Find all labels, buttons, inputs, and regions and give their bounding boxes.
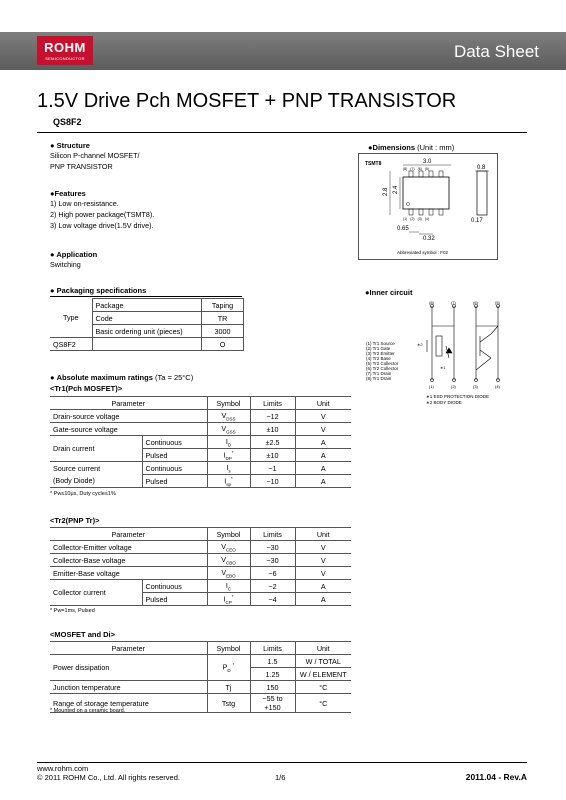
- dim-width: 3.0: [423, 159, 432, 165]
- ic-mark: ∗2: [417, 342, 423, 347]
- page-title: 1.5V Drive Pch MOSFET + PNP TRANSISTOR: [37, 90, 457, 112]
- unit-cell: A: [295, 580, 351, 593]
- col-header: Limits: [250, 642, 295, 655]
- ic-pin-bottom: (3): [473, 384, 478, 389]
- table-row: [50, 580, 351, 593]
- abbrev-symbol: Abbreviated symbol : F02: [397, 250, 449, 255]
- rohm-logo: [37, 36, 93, 65]
- unit-cell: V: [295, 554, 351, 567]
- structure-heading: ● Structure: [50, 141, 90, 150]
- footer-copyright: © 2011 ROHM Co., Ltd. All rights reserved.: [37, 773, 180, 782]
- abs-max-heading: ● Absolute maximum ratings (Ta = 25°C): [50, 373, 194, 382]
- table-row: [50, 436, 351, 449]
- package-name: TSMT8: [365, 161, 382, 167]
- param-cell: Junction temperature: [50, 681, 207, 694]
- feature-item: 3) Low voltage drive(1.5V drive).: [50, 221, 154, 230]
- param-cell: Collector current: [50, 580, 142, 606]
- param-cell: Collector-Emitter voltage: [50, 541, 207, 554]
- col-header: Unit: [295, 642, 351, 655]
- table-row: [50, 681, 351, 694]
- packaging-row-name: Code: [92, 312, 202, 325]
- dim-height-1: 2.8: [383, 187, 389, 196]
- unit-cell: A: [295, 436, 351, 449]
- unit-cell: V: [295, 410, 351, 423]
- symbol-cell: $V_{DSS}$: [207, 410, 250, 423]
- packaging-row-value: 3000: [202, 325, 244, 338]
- inner-circuit-legend: [366, 341, 426, 381]
- sub-param-cell: Pulsed: [142, 475, 207, 488]
- table-row: [50, 410, 351, 423]
- col-header: Symbol: [207, 642, 250, 655]
- tr1-table: [50, 396, 351, 488]
- ic-note: ∗1 ESD PROTECTION DIODE: [426, 394, 490, 399]
- param-cell: Collector-Base voltage: [50, 554, 207, 567]
- unit-cell: °C: [295, 694, 351, 713]
- limit-cell: −55 to +150: [250, 694, 295, 713]
- mosfet-di-note: * Mounted on a ceramic board.: [50, 708, 126, 714]
- param-cell: Source current: [50, 462, 142, 475]
- dim-pins-top: (8) (7) (6) (5): [403, 167, 430, 171]
- footer-divider: [37, 762, 527, 763]
- features-section: [50, 189, 250, 231]
- brand-name: ROHM: [44, 40, 86, 55]
- ic-pin-top: (5): [495, 300, 500, 305]
- dim-height-2: 2.4: [393, 185, 399, 194]
- symbol-cell: $I_{sp}^*$: [207, 475, 250, 488]
- inner-circuit-heading: ●Inner circuit: [365, 288, 413, 297]
- ic-legend-item: (8) Tr1 Drain: [366, 376, 392, 381]
- packaging-heading: ● Packaging specifications: [50, 286, 147, 295]
- table-row: [50, 567, 351, 580]
- ic-note: ∗2 BODY DIODE: [426, 400, 462, 405]
- dimensions-unit: (Unit : mm): [417, 143, 455, 152]
- dim-side: 0.8: [477, 165, 486, 171]
- packaging-table: [50, 298, 244, 351]
- part-number: QS8F2: [53, 117, 82, 127]
- symbol-cell: $I_D$: [207, 436, 250, 449]
- packaging-part: QS8F2: [50, 338, 92, 351]
- col-header: Limits: [250, 397, 295, 410]
- mosfet-di-heading: <MOSFET and Di>: [50, 630, 116, 639]
- doc-type-label: Data Sheet: [453, 42, 539, 61]
- limit-cell: 1.5: [250, 655, 295, 668]
- feature-item: 2) High power package(TSMT8).: [50, 210, 155, 219]
- symbol-cell: $V_{CBO}$: [207, 554, 250, 567]
- table-row: [50, 462, 351, 475]
- title-divider: [37, 132, 527, 133]
- packaging-row-value: Taping: [202, 299, 244, 312]
- inner-circuit-notes: [426, 394, 526, 406]
- dim-pins-bottom: (1) (2) (3) (4): [403, 217, 430, 221]
- ic-mark: ∗1: [440, 365, 446, 370]
- col-header: Parameter: [50, 528, 207, 541]
- packaging-row-name: Package: [92, 299, 202, 312]
- packaging-row-name: Basic ordering unit (pieces): [92, 325, 202, 338]
- structure-section: [50, 141, 250, 172]
- symbol-cell: Tj: [207, 681, 250, 694]
- limit-cell: 150: [250, 681, 295, 694]
- dim-pitch: 0.65: [397, 226, 409, 232]
- application-line: Switching: [50, 260, 81, 269]
- structure-line-2: PNP TRANSISTOR: [50, 162, 113, 171]
- ic-legend-item: (1) Tr1 Source: [366, 341, 395, 346]
- ic-legend-item: (7) Tr1 Drain: [366, 371, 392, 376]
- limit-cell: −2: [250, 580, 295, 593]
- footer-url[interactable]: www.rohm.com: [37, 764, 89, 773]
- features-heading: ●Features: [50, 189, 86, 198]
- dimensions-box: [358, 153, 498, 260]
- limit-cell: −6: [250, 567, 295, 580]
- sub-param-cell: Pulsed: [142, 593, 207, 606]
- limit-cell: ±2.5: [250, 436, 295, 449]
- packaging-row-value: TR: [202, 312, 244, 325]
- param-cell: (Body Diode): [50, 475, 142, 488]
- param-cell: Range of storage temperature: [50, 694, 207, 713]
- sub-param-cell: Continuous: [142, 580, 207, 593]
- sub-param-cell: Continuous: [142, 436, 207, 449]
- ic-pin-bottom: (4): [495, 384, 500, 389]
- table-row: [50, 655, 351, 668]
- ic-legend-item: (3) Tr2 Emitter: [366, 351, 395, 356]
- unit-cell: V: [295, 567, 351, 580]
- ic-legend-item: (6) Tr2 Collector: [366, 366, 399, 371]
- unit-cell: A: [295, 475, 351, 488]
- table-row: [50, 475, 351, 488]
- tr2-table: [50, 527, 351, 606]
- symbol-cell: $I_{DP}^*$: [207, 449, 250, 462]
- unit-cell: A: [295, 593, 351, 606]
- table-row: [50, 554, 351, 567]
- tr2-heading: <Tr2(PNP Tr)>: [50, 516, 100, 525]
- packaging-type-label: Type: [62, 313, 79, 323]
- table-row: [50, 541, 351, 554]
- ic-legend-item: (4) Tr2 Base: [366, 356, 391, 361]
- dim-lead: 0.32: [423, 236, 435, 242]
- ic-pin-top: (6): [473, 300, 478, 305]
- symbol-cell: $I_C$: [207, 580, 250, 593]
- tr1-note: * Pw≤10μs, Duty cycle≤1%: [50, 491, 116, 497]
- param-cell: Drain-source voltage: [50, 410, 207, 423]
- symbol-cell: $V_{CEO}$: [207, 541, 250, 554]
- footer-revision: 2011.04 - Rev.A: [465, 772, 527, 782]
- packaging-blank-cell: [92, 338, 202, 351]
- symbol-cell: $P_D$ *: [207, 655, 250, 681]
- symbol-cell: $V_{EBO}$: [207, 567, 250, 580]
- brand-sub: SEMICONDUCTOR: [45, 56, 85, 61]
- param-cell: Emitter-Base voltage: [50, 567, 207, 580]
- tr1-heading: <Tr1(Pch MOSFET)>: [50, 384, 123, 393]
- symbol-cell: Tstg: [207, 694, 250, 713]
- col-header: Unit: [295, 397, 351, 410]
- ic-pin-top: (8): [429, 300, 434, 305]
- limit-cell: −1: [250, 462, 295, 475]
- dimensions-heading: ●Dimensions (Unit : mm): [368, 143, 455, 152]
- col-header: Parameter: [50, 642, 207, 655]
- package-drawing: [359, 154, 499, 261]
- unit-cell: W / ELEMENT: [295, 668, 351, 681]
- col-header: Unit: [295, 528, 351, 541]
- limit-cell: −12: [250, 410, 295, 423]
- col-header: Limits: [250, 528, 295, 541]
- symbol-cell: $I_{CP}^*$: [207, 593, 250, 606]
- footer-page: 1/6: [275, 773, 286, 782]
- application-heading: ● Application: [50, 250, 98, 259]
- limit-cell: 1.25: [250, 668, 295, 681]
- ic-pin-bottom: (1): [429, 384, 434, 389]
- unit-cell: W / TOTAL: [295, 655, 351, 668]
- ic-legend-item: (2) Tr1 Gate: [366, 346, 391, 351]
- packaging-part-value: O: [202, 338, 244, 351]
- ic-pin-bottom: (2): [451, 384, 456, 389]
- param-cell: Power dissipation: [50, 655, 207, 681]
- ic-legend-item: (5) Tr2 Collector: [366, 361, 399, 366]
- table-row: [50, 423, 351, 436]
- param-cell: Gate-source voltage: [50, 423, 207, 436]
- col-header: Parameter: [50, 397, 207, 410]
- col-header: Symbol: [207, 397, 250, 410]
- limit-cell: −30: [250, 554, 295, 567]
- symbol-cell: $V_{GSS}$: [207, 423, 250, 436]
- tr2-note: * Pw=1ms, Pulsed: [50, 608, 95, 614]
- limit-cell: −30: [250, 541, 295, 554]
- sub-param-cell: Continuous: [142, 462, 207, 475]
- unit-cell: V: [295, 541, 351, 554]
- sub-param-cell: Pulsed: [142, 449, 207, 462]
- dim-thick: 0.17: [471, 218, 483, 224]
- mosfet-di-table: [50, 641, 351, 713]
- limit-cell: −10: [250, 475, 295, 488]
- col-header: Symbol: [207, 528, 250, 541]
- unit-cell: V: [295, 423, 351, 436]
- packaging-underline: [50, 296, 242, 297]
- limit-cell: −4: [250, 593, 295, 606]
- limit-cell: ±10: [250, 449, 295, 462]
- symbol-cell: $I_s$: [207, 462, 250, 475]
- application-section: [50, 250, 250, 270]
- limit-cell: ±10: [250, 423, 295, 436]
- feature-item: 1) Low on-resistance.: [50, 199, 119, 208]
- unit-cell: A: [295, 449, 351, 462]
- unit-cell: A: [295, 462, 351, 475]
- structure-line-1: Silicon P-channel MOSFET/: [50, 151, 140, 160]
- unit-cell: °C: [295, 681, 351, 694]
- ic-pin-top: (7): [451, 300, 456, 305]
- param-cell: Drain current: [50, 436, 142, 462]
